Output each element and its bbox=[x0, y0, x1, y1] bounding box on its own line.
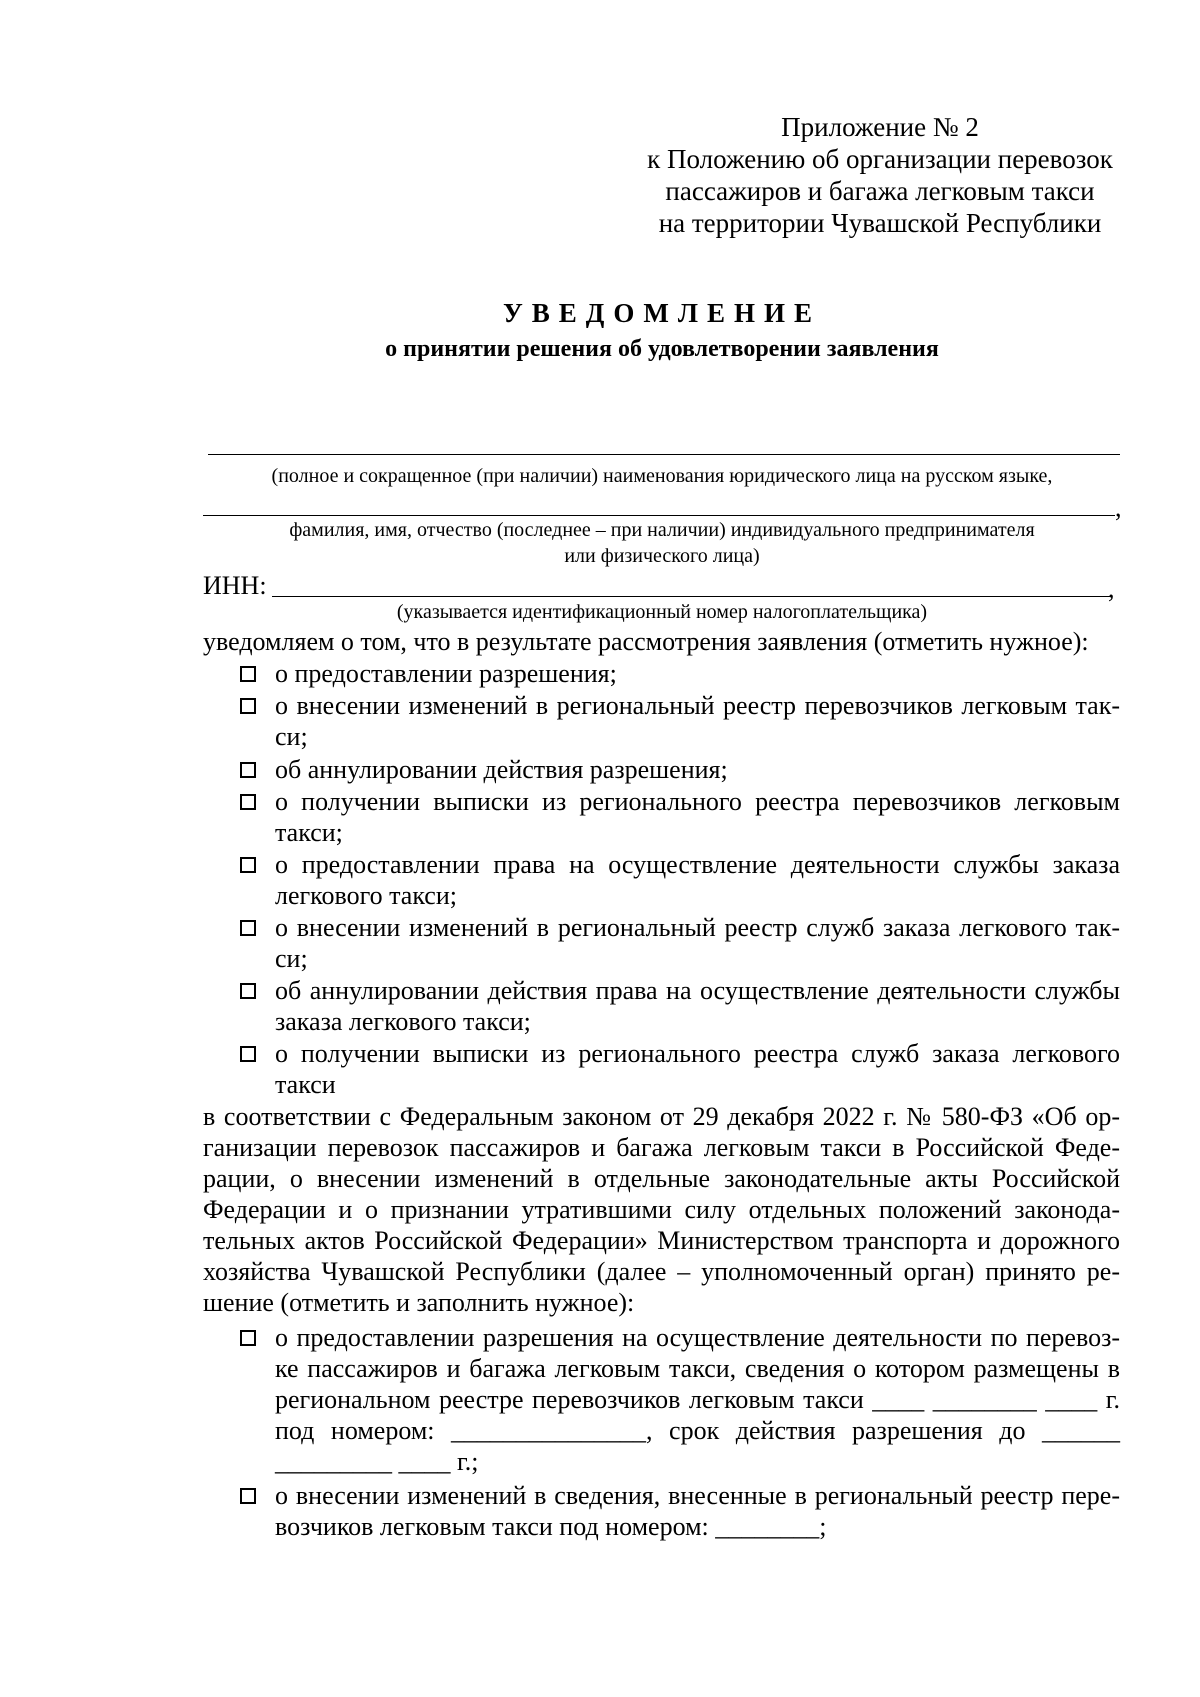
checkbox[interactable] bbox=[240, 920, 256, 936]
applicant-name-caption: (полное и сокращенное (при наличии) наименования юридического лица на русском языке, bbox=[271, 465, 1053, 487]
document-title: УВЕДОМЛЕНИЕ bbox=[502, 298, 822, 328]
checkbox[interactable] bbox=[240, 857, 256, 873]
annex-number: Приложение № 2 bbox=[781, 112, 979, 142]
inn-field[interactable] bbox=[272, 596, 1110, 597]
inn-caption: (указывается идентификационный номер налогоплательщика) bbox=[396, 601, 928, 623]
decision-paragraph: в соответствии с Федеральным законом от 29 декабря 2022 г. № 580-ФЗ «Об ор- ганизации перевозок пассажиров и багажа легковым такси в Российской Феде- рации, о внесении изменений в отдельные законодательные акты Российской Федерации и о признании утратившими силу отдельных положений законода- тельных актов Российской Федерации» Министерством транспорта и дорожного хозяйства Чувашской Республики (далее – уполномоченный орган) принято ре- шение (отметить и заполнить нужное): bbox=[203, 1102, 1120, 1317]
checkbox[interactable] bbox=[240, 698, 256, 714]
applicant-name-field-2[interactable] bbox=[203, 515, 1115, 516]
inn-label: ИНН: bbox=[203, 571, 267, 600]
comma: , bbox=[1115, 493, 1122, 522]
annex-block bbox=[600, 111, 1160, 239]
annex-line: к Положению об организации перевозок bbox=[647, 144, 1113, 174]
checkbox[interactable] bbox=[240, 666, 256, 682]
checkbox[interactable] bbox=[240, 983, 256, 999]
checkbox[interactable] bbox=[240, 762, 256, 778]
annex-line: пассажиров и багажа легковым такси bbox=[665, 176, 1095, 206]
checkbox[interactable] bbox=[240, 794, 256, 810]
checkbox[interactable] bbox=[240, 1046, 256, 1062]
document-subtitle: о принятии решения об удовлетворении заявления bbox=[385, 336, 939, 362]
annex-line: на территории Чувашской Республики bbox=[658, 208, 1102, 238]
document-page: Приложение № 2 к Положению об организации перевозок пассажиров и багажа легковым такси на территории Чувашской Республики УВЕДОМЛЕНИЕ о принятии решения об удовлетворении заявления (полное и сокращенное (при наличии) наименования юридического лица на русском языке, , фамилия, имя, отчество (последнее – при наличии) индивидуального предпринимателя или физического лица) ИНН: , (указывается идентификационный номер налогоплательщика) уведомляем о том, что в результате рассмотрения заявления (отметить нужное): о предоставлении разрешения; о внесении изменений в региональный реестр перевозчиков легковым так- си; об аннулировании действия разрешения; о получении выписки из регионального реестра перевозчиков легковым такси; о предоставлении права на осуществление деятельности службы заказа легкового такси; о внесении изменений в региональный реестр служб заказа легкового так- си; об аннулировании действия права на осуществление деятельности службы заказа легкового такси; о получении выписки из регионального реестра служб заказа легкового такси в соответствии с Федеральным законом от 29 декабря 2022 г. № 580-ФЗ «Об ор- ганизации перевозок пассажиров и багажа легковым такси в Российской Феде- рации, о внесении изменений в отдельные законодательные акты Российской Федерации и о признании утратившими силу отдельных положений законода- тельных актов Российской Федерации» Министерством транспорта и дорожного хозяйства Чувашской Республики (далее – уполномоченный орган) принято ре- шение (отметить и заполнить нужное): о предоставлении разрешения на осуществление деятельности по перевоз- ке пассажиров и багажа легковым такси, сведения о котором размещены в региональном реестре перевозчиков легковым такси ____ ________ ____ г. под номером: _______________, срок действия разрешения до ______ _________ ____ г.; о внесении изменений в сведения, внесенные в региональный реестр пере- возчиков легковым такси под номером: ________; bbox=[0, 0, 1200, 1697]
notice-intro: уведомляем о том, что в результате рассмотрения заявления (отметить нужное): bbox=[203, 627, 1089, 656]
checkbox[interactable] bbox=[240, 1330, 256, 1346]
applicant-name-field[interactable] bbox=[208, 454, 1120, 455]
applicant-fio-caption: фамилия, имя, отчество (последнее – при наличии) индивидуального предпринимателя bbox=[289, 519, 1035, 541]
comma: , bbox=[1108, 574, 1115, 603]
applicant-fio-caption: или физического лица) bbox=[564, 545, 760, 567]
checkbox[interactable] bbox=[240, 1488, 256, 1504]
